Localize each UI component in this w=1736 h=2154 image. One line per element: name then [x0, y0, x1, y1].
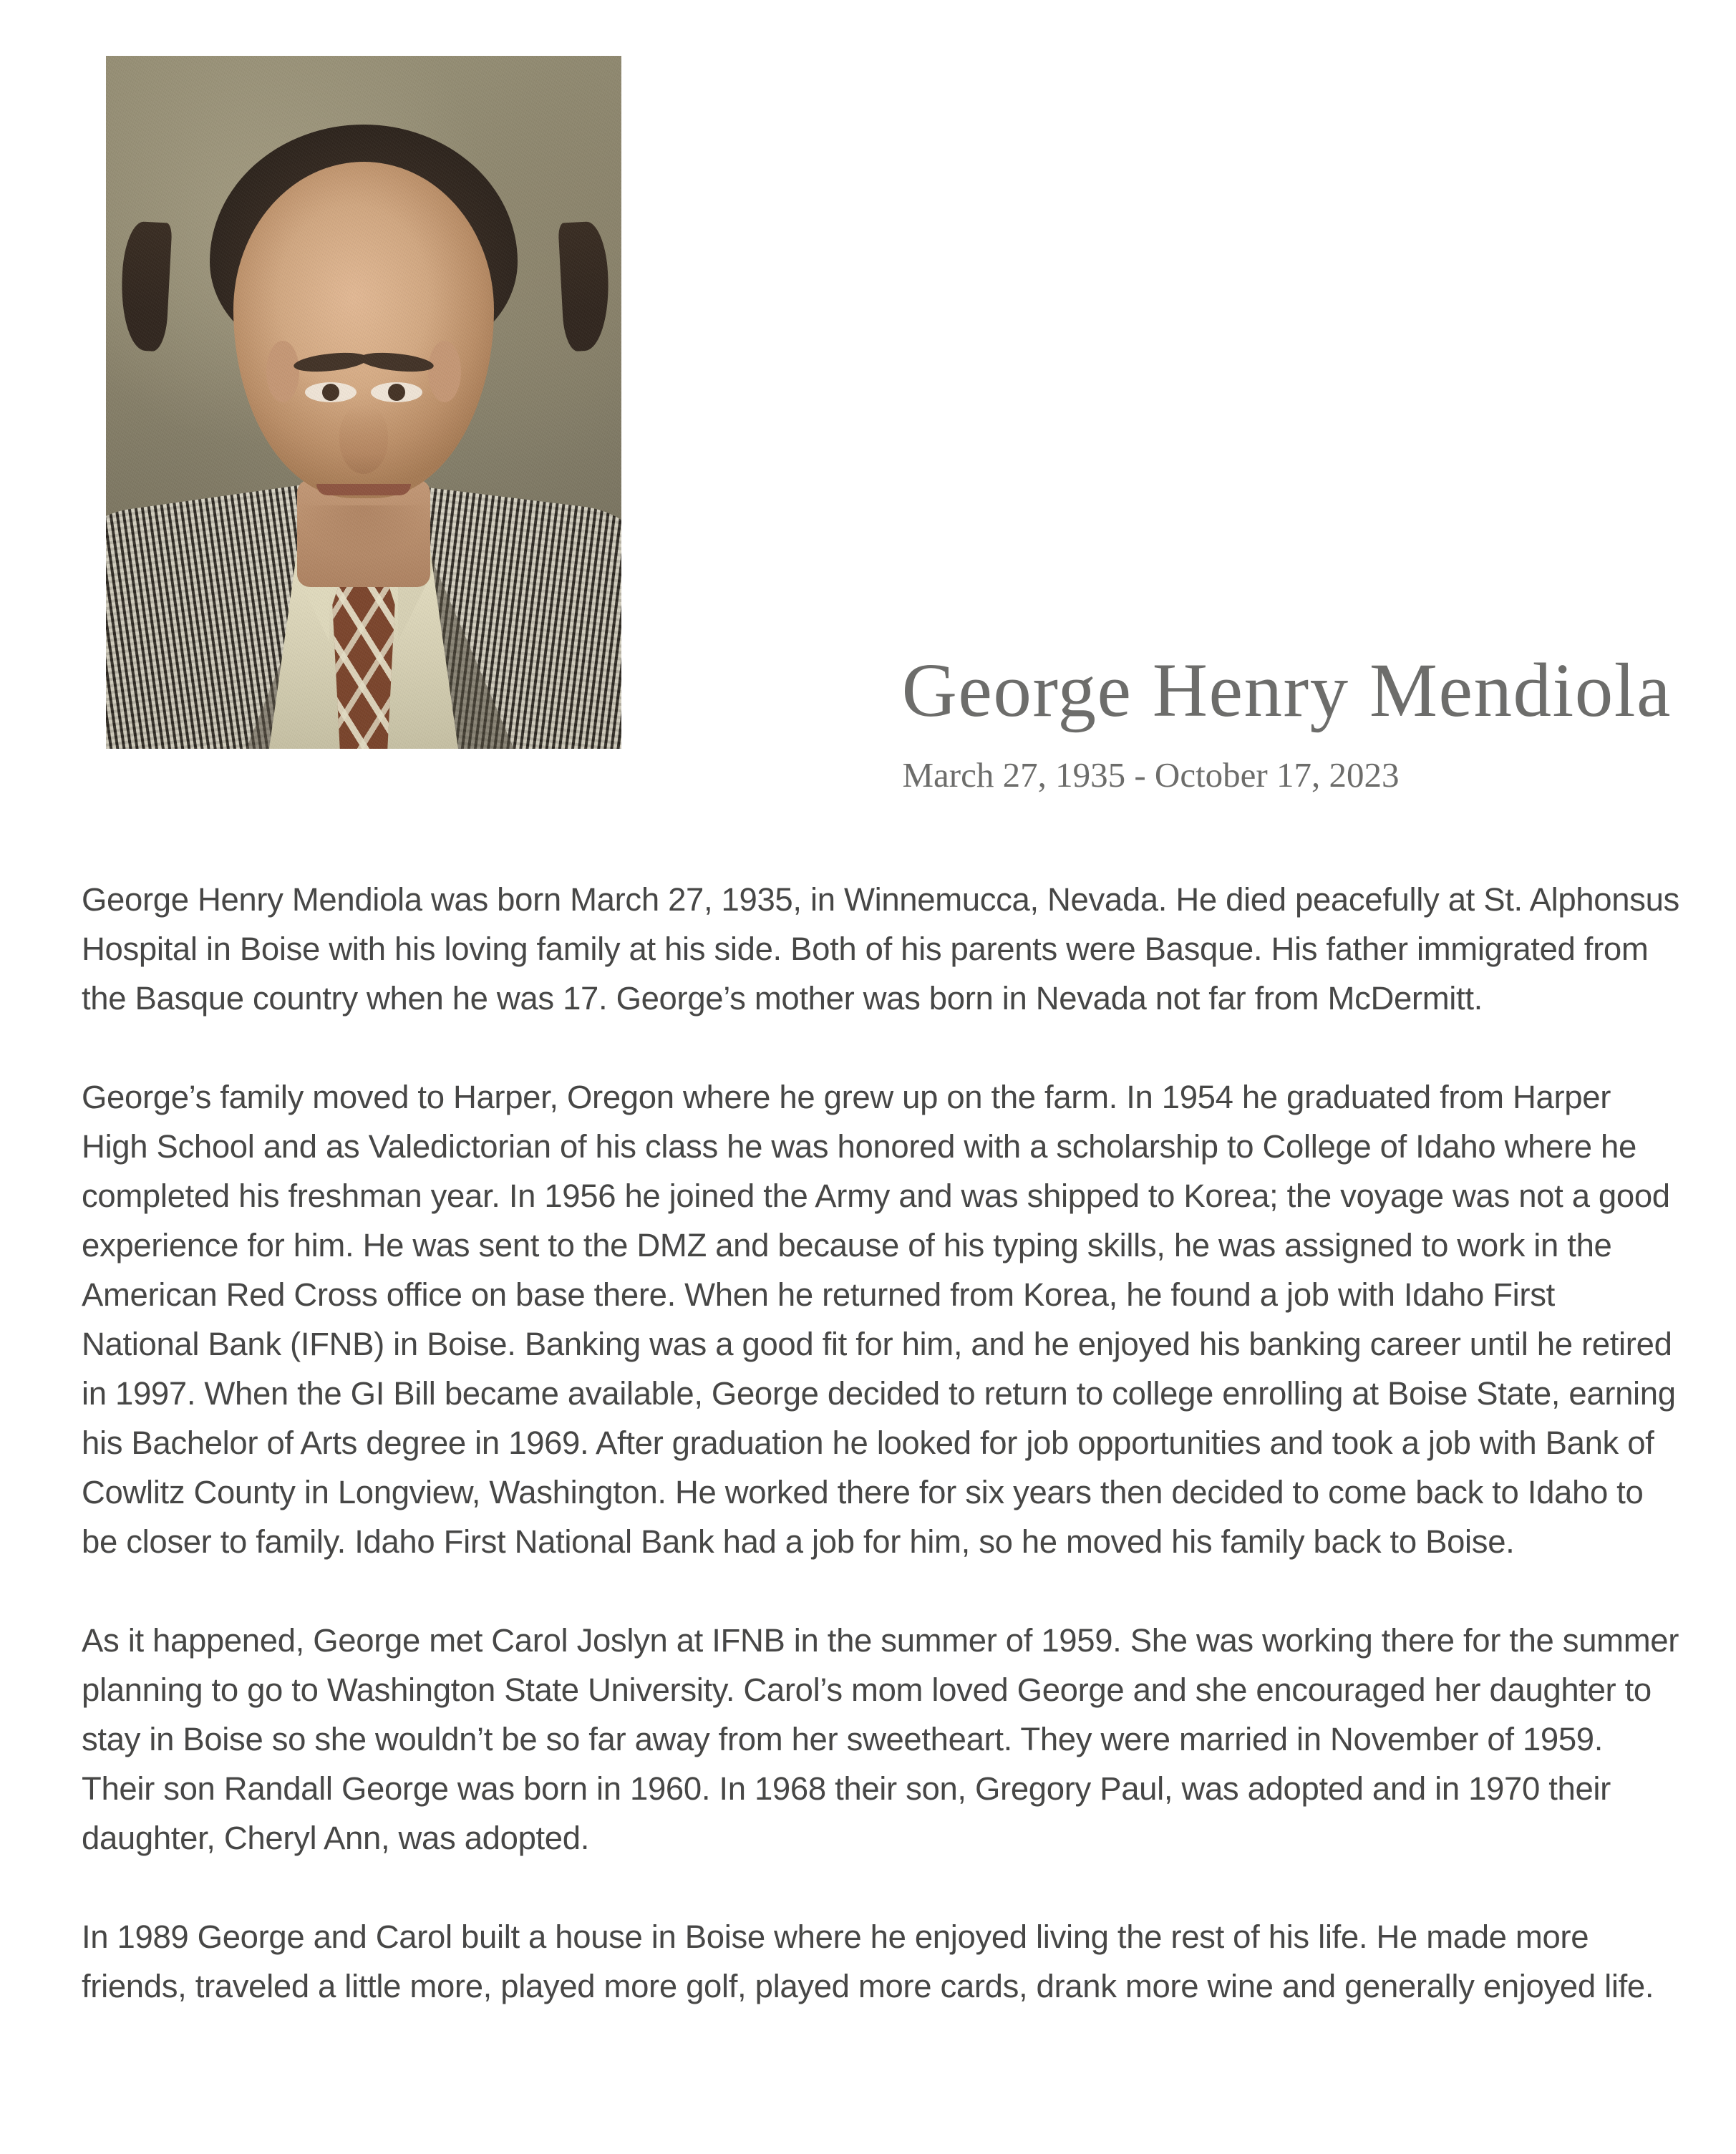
obituary-text	[82, 875, 1679, 2011]
obituary-paragraph: George Henry Mendiola was born March 27, 1935, in Winnemucca, Nevada. He died peacefully at St. Alphonsus Hospital in Boise with his loving family at his side. Both of his parents were Basque. His father immigrated from the Basque country when he was 17. George’s mother was born in Nevada not far from McDermitt.	[82, 881, 1679, 1017]
page-title: George Henry Mendiola	[901, 649, 1672, 733]
obituary-paragraph: In 1989 George and Carol built a house in Boise where he enjoyed living the rest of his life. He made more friends, traveled a little more, played more golf, played more cards, drank more wine and generally enjoyed life.	[82, 1918, 1654, 2004]
life-dates: March 27, 1935 - October 17, 2023	[902, 755, 1400, 795]
obituary-paragraph: As it happened, George met Carol Joslyn at IFNB in the summer of 1959. She was working there for the summer planning to go to Washington State University. Carol’s mom loved George and she encouraged her daughter to stay in Boise so she wouldn’t be so far away from her sweetheart. They were married in November of 1959. Their son Randall George was born in 1960. In 1968 their son, Gregory Paul, was adopted and in 1970 their daughter, Cheryl Ann, was adopted.	[82, 1622, 1679, 1856]
photo-grain-texture	[106, 56, 621, 749]
obituary-paragraph: George’s family moved to Harper, Oregon where he grew up on the farm. In 1954 he graduated from Harper High School and as Valedictorian of his class he was honored with a scholarship to College of Idaho where he completed his freshman year. In 1956 he joined the Army and was shipped to Korea; the voyage was not a good experience for him. He was sent to the DMZ and because of his typing skills, he was assigned to work in the American Red Cross office on base there. When he returned from Korea, he found a job with Idaho First National Bank (IFNB) in Boise. Banking was a good fit for him, and he enjoyed his banking career until he retired in 1997. When the GI Bill became available, George decided to return to college enrolling at Boise State, earning his Bachelor of Arts degree in 1969. After graduation he looked for job opportunities and took a job with Bank of Cowlitz County in Longview, Washington. He worked there for six years then decided to come back to Idaho to be closer to family. Idaho First National Bank had a job for him, so he moved his family back to Boise.	[82, 1079, 1676, 1560]
portrait-photo	[106, 56, 621, 749]
